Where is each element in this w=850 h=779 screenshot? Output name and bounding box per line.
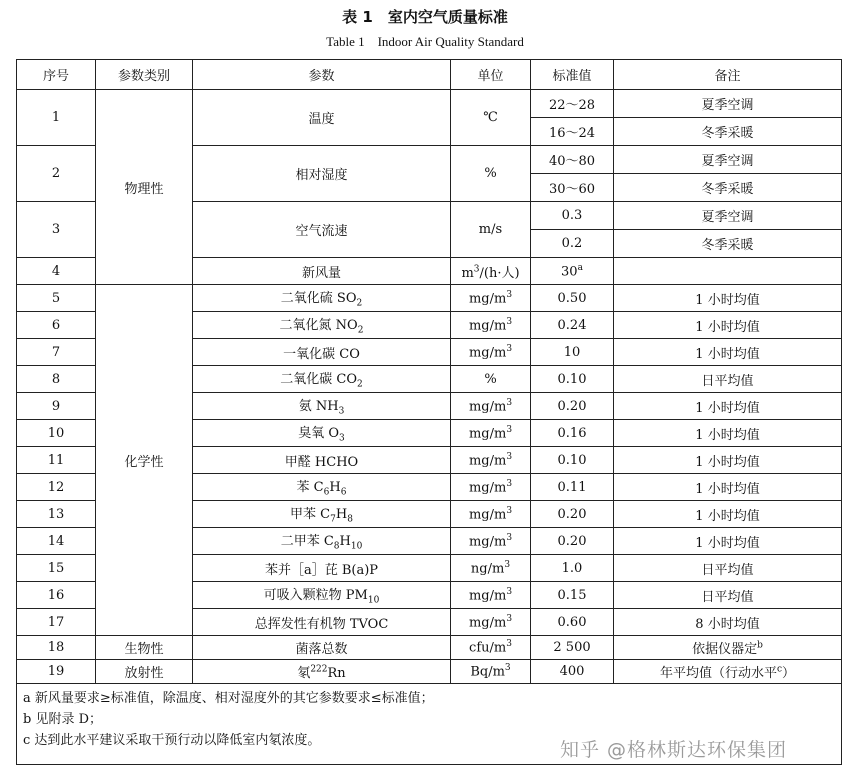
- row-no: 16: [17, 582, 96, 609]
- row-parameter: 氨 $NH_3$: [193, 393, 451, 420]
- row-unit: $Bq/m^3$: [451, 660, 531, 684]
- row-remark: 1 小时均值: [614, 420, 842, 447]
- table-subtitle: Table 1 Indoor Air Quality Standard: [326, 34, 524, 49]
- row-standard: 16～24: [531, 118, 614, 146]
- row-parameter: 二氧化碳 $CO_2$: [193, 366, 451, 393]
- row-unit: $mg/m^3$: [451, 285, 531, 312]
- row-remark: 依据仪器定$^b$: [614, 636, 842, 660]
- row-remark: 1 小时均值: [614, 393, 842, 420]
- category-radioactive: 放射性: [96, 660, 193, 684]
- row-standard: 30～60: [531, 174, 614, 202]
- row-no: 8: [17, 366, 96, 393]
- row-no: 19: [17, 660, 96, 684]
- note-c: c 达到此水平建议采取干预行动以降低室内氡浓度。: [23, 733, 321, 748]
- row-remark: 夏季空调: [614, 90, 842, 118]
- row-remark: 1 小时均值: [614, 501, 842, 528]
- row-no: 12: [17, 474, 96, 501]
- row-standard: 400: [531, 660, 614, 684]
- header-no: 序号: [17, 60, 96, 90]
- category-physical: 物理性: [96, 90, 193, 285]
- row-unit: %: [451, 366, 531, 393]
- row-remark: 1 小时均值: [614, 339, 842, 366]
- row-unit: $mg/m^3$: [451, 609, 531, 636]
- row-unit: $mg/m^3$: [451, 339, 531, 366]
- row-remark: 日平均值: [614, 555, 842, 582]
- row-remark: 8 小时均值: [614, 609, 842, 636]
- row-standard: 0.10: [531, 366, 614, 393]
- row-standard: 0.20: [531, 393, 614, 420]
- row-parameter: 二甲苯 $C_8H_{10}$: [193, 528, 451, 555]
- row-parameter: 二氧化硫 $SO_2$: [193, 285, 451, 312]
- row-parameter: 苯并［a］芘 B(a)P: [193, 555, 451, 582]
- row-no: 14: [17, 528, 96, 555]
- row-unit: $mg/m^3$: [451, 312, 531, 339]
- row-parameter: 二氧化氮 $NO_2$: [193, 312, 451, 339]
- row-remark: 年平均值（行动水平$^c$）: [614, 660, 842, 684]
- row-standard: 40～80: [531, 146, 614, 174]
- row-standard: 0.16: [531, 420, 614, 447]
- row-unit: $ng/m^3$: [451, 555, 531, 582]
- header-remark: 备注: [614, 60, 842, 90]
- row-standard: 10: [531, 339, 614, 366]
- row-remark: 日平均值: [614, 366, 842, 393]
- row-standard: 22～28: [531, 90, 614, 118]
- row-unit: cfu/$m^3$: [451, 636, 531, 660]
- row-unit: %: [451, 146, 531, 202]
- row-standard: 0.10: [531, 447, 614, 474]
- note-b: b 见附录 D；: [23, 712, 103, 727]
- row-parameter: 甲醛 HCHO: [193, 447, 451, 474]
- table-title: 表 1 室内空气质量标准: [342, 8, 508, 26]
- row-parameter: 菌落总数: [193, 636, 451, 660]
- row-unit: $mg/m^3$: [451, 420, 531, 447]
- row-unit: ℃: [451, 90, 531, 146]
- note-a: a 新风量要求≥标准值，除温度、相对湿度外的其它参数要求≤标准值；: [23, 691, 434, 706]
- row-no: 17: [17, 609, 96, 636]
- row-standard: 0.3: [531, 202, 614, 230]
- row-parameter: 可吸入颗粒物 $PM_{10}$: [193, 582, 451, 609]
- row-no: 2: [17, 146, 96, 202]
- row-standard: 0.2: [531, 230, 614, 258]
- table-row: [17, 285, 842, 312]
- row-parameter: 相对湿度: [193, 146, 451, 202]
- row-unit: m/s: [451, 202, 531, 258]
- row-remark: 1 小时均值: [614, 447, 842, 474]
- air-quality-table: [16, 59, 842, 765]
- row-parameter: 苯 $C_6H_6$: [193, 474, 451, 501]
- category-biological: 生物性: [96, 636, 193, 660]
- row-unit: $mg/m^3$: [451, 393, 531, 420]
- row-standard: 0.60: [531, 609, 614, 636]
- row-remark: 冬季采暖: [614, 118, 842, 146]
- row-standard: 30$^a$: [531, 258, 614, 285]
- row-standard: 0.24: [531, 312, 614, 339]
- table-row: [17, 636, 842, 660]
- row-standard: 0.50: [531, 285, 614, 312]
- row-parameter: 一氧化碳 CO: [193, 339, 451, 366]
- table-header-row: [17, 60, 842, 90]
- row-standard: 2 500: [531, 636, 614, 660]
- row-no: 3: [17, 202, 96, 258]
- row-parameter: 臭氧 $O_3$: [193, 420, 451, 447]
- row-no: 5: [17, 285, 96, 312]
- row-unit: $mg/m^3$: [451, 582, 531, 609]
- watermark: 知乎 @格林斯达环保集团: [560, 739, 788, 761]
- row-no: 1: [17, 90, 96, 146]
- row-remark: 夏季空调: [614, 202, 842, 230]
- row-remark: 1 小时均值: [614, 528, 842, 555]
- row-no: 15: [17, 555, 96, 582]
- row-unit: $mg/m^3$: [451, 501, 531, 528]
- row-remark: 冬季采暖: [614, 174, 842, 202]
- row-standard: 0.11: [531, 474, 614, 501]
- row-standard: 1.0: [531, 555, 614, 582]
- row-standard: 0.15: [531, 582, 614, 609]
- row-no: 11: [17, 447, 96, 474]
- row-parameter: 总挥发性有机物 TVOC: [193, 609, 451, 636]
- row-no: 10: [17, 420, 96, 447]
- row-no: 18: [17, 636, 96, 660]
- header-parameter: 参数: [193, 60, 451, 90]
- row-remark: [614, 258, 842, 285]
- row-no: 4: [17, 258, 96, 285]
- row-parameter: 温度: [193, 90, 451, 146]
- row-remark: 冬季采暖: [614, 230, 842, 258]
- row-no: 7: [17, 339, 96, 366]
- header-category: 参数类别: [96, 60, 193, 90]
- row-remark: 1 小时均值: [614, 285, 842, 312]
- category-chemical: 化学性: [96, 285, 193, 636]
- header-unit: 单位: [451, 60, 531, 90]
- row-remark: 1 小时均值: [614, 474, 842, 501]
- row-parameter: 新风量: [193, 258, 451, 285]
- row-remark: 1 小时均值: [614, 312, 842, 339]
- row-unit: $mg/m^3$: [451, 474, 531, 501]
- row-unit: $m^3/(h\cdot$人): [451, 258, 531, 285]
- row-no: 9: [17, 393, 96, 420]
- row-parameter: 空气流速: [193, 202, 451, 258]
- row-unit: $mg/m^3$: [451, 528, 531, 555]
- row-remark: 日平均值: [614, 582, 842, 609]
- row-no: 6: [17, 312, 96, 339]
- table-row: [17, 660, 842, 684]
- row-standard: 0.20: [531, 528, 614, 555]
- row-standard: 0.20: [531, 501, 614, 528]
- header-standard: 标准值: [531, 60, 614, 90]
- row-unit: $mg/m^3$: [451, 447, 531, 474]
- row-remark: 夏季空调: [614, 146, 842, 174]
- row-no: 13: [17, 501, 96, 528]
- row-parameter: 甲苯 $C_7H_8$: [193, 501, 451, 528]
- row-parameter: 氡$^{222}$Rn: [193, 660, 451, 684]
- table-row: [17, 90, 842, 118]
